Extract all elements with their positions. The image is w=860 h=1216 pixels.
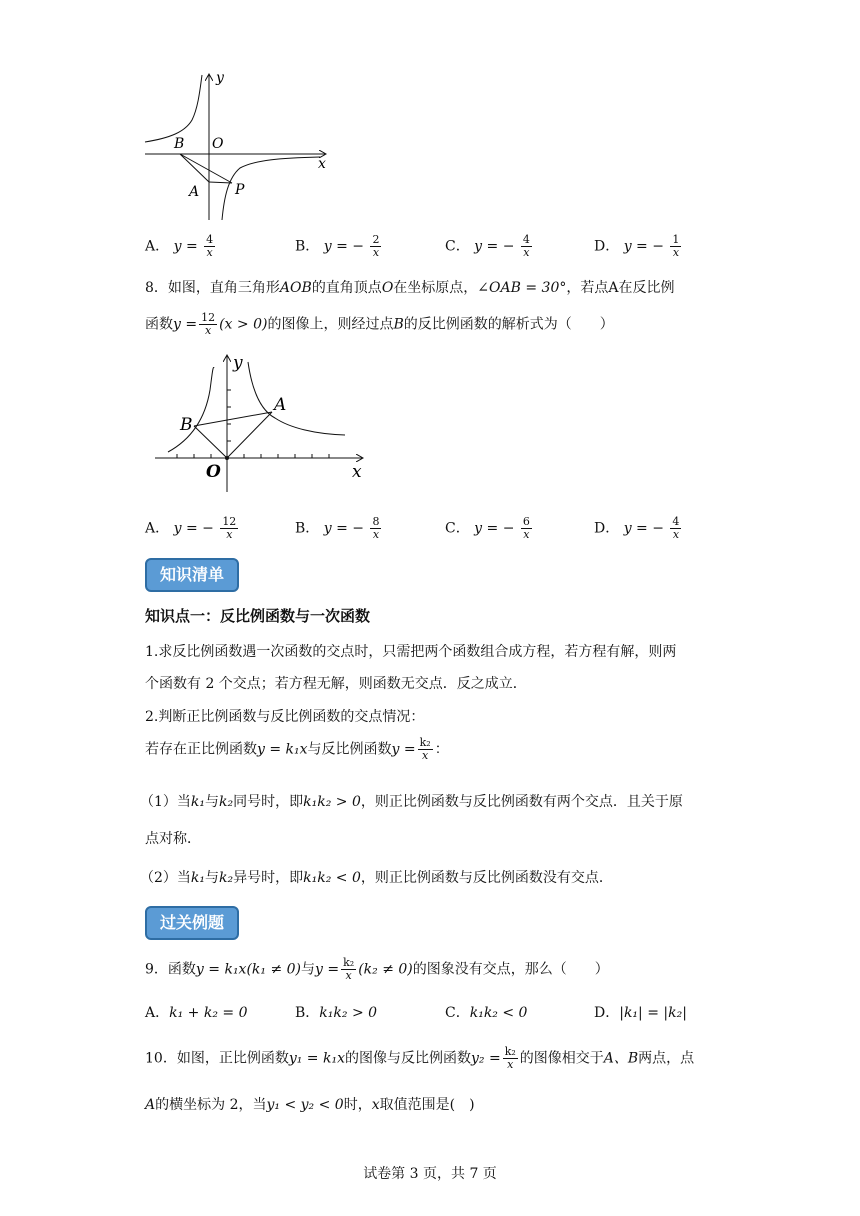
q7-label-x: x <box>318 156 326 172</box>
section-banner-knowledge: 知识清单 <box>145 558 239 592</box>
q7-option-b[interactable]: B． y = − $\frac{2}{x}$ <box>295 233 380 259</box>
q9-option-d[interactable]: D．|k₁| = |k₂| <box>594 1005 687 1021</box>
q10-line2: A的横坐标为 2，当y₁ < y₂ < 0时，x取值范围是( ) <box>145 1097 475 1113</box>
knowledge-p1-line1: 1.求反比例函数遇一次函数的交点时，只需把两个函数组合成方程，若方程有解，则两 <box>145 644 677 660</box>
q8-label-a: A <box>274 395 287 415</box>
q7-label-p: P <box>235 182 245 198</box>
knowledge-p2: 2.判断正比例函数与反比例函数的交点情况： <box>145 709 425 725</box>
q9-option-b[interactable]: B．k₁k₂ > 0 <box>295 1005 378 1021</box>
knowledge-p1-line2: 个函数有 2 个交点；若方程无解，则函数无交点．反之成立． <box>145 676 527 692</box>
q7-label-o: O <box>212 136 224 152</box>
section-banner-examples: 过关例题 <box>145 906 239 940</box>
q8-option-d[interactable]: D． y = − $\frac{4}{x}$ <box>594 515 680 541</box>
q8-graph <box>150 350 375 495</box>
q7-option-a[interactable]: A． y = $\frac{4}{x}$ <box>145 233 214 259</box>
q7-options <box>145 228 705 262</box>
q7-graph <box>140 70 340 225</box>
knowledge-p5: （2）当k₁与k₂异号时，即k₁k₂ < 0，则正比例函数与反比例函数没有交点． <box>140 870 613 886</box>
q8-option-c[interactable]: C． y = − $\frac{6}{x}$ <box>445 515 530 541</box>
q8-options <box>145 510 705 544</box>
q8-label-b: B <box>180 415 193 435</box>
q9-option-c[interactable]: C．k₁k₂ < 0 <box>445 1005 528 1021</box>
knowledge-p3: 若存在正比例函数y = k₁x与反比例函数y = $\frac{\text{k₂}}{x}$ ： <box>145 736 449 762</box>
q8-option-b[interactable]: B． y = − $\frac{8}{x}$ <box>295 515 380 541</box>
q9-stem: 9．函数y = k₁x(k₁ ≠ 0)与y = $\frac{\text{k₂}}{x}$ (k₂ ≠ 0)的图象没有交点，那么（ ） <box>145 956 609 982</box>
q8-label-o: O <box>206 462 221 482</box>
q8-line1: 8．如图，直角三角形AOB的直角顶点O在坐标原点，∠OAB = 30°，若点A在反比例 <box>145 280 675 296</box>
q7-label-y: y <box>216 70 224 86</box>
q9-option-a[interactable]: A．k₁ + k₂ = 0 <box>145 1005 248 1021</box>
page-footer: 试卷第 3 页，共 7 页 <box>363 1166 497 1182</box>
q8-label-y: y <box>233 353 243 373</box>
q10-line1: 10．如图，正比例函数y₁ = k₁x的图像与反比例函数y₂ = $\frac{\text{k₂}}{x}$ 的图像相交于A、B两点，点 <box>145 1045 695 1071</box>
q7-option-c[interactable]: C． y = − $\frac{4}{x}$ <box>445 233 530 259</box>
q7-label-a: A <box>189 184 200 200</box>
q8-curve-right <box>248 362 345 435</box>
q7-curve-left <box>145 75 202 142</box>
q7-label-b: B <box>174 136 185 152</box>
q8-label-x: x <box>352 462 362 482</box>
knowledge-heading: 知识点一：反比例函数与一次函数 <box>145 607 371 625</box>
q8-line2: 函数y = $\frac{12}{x}$ (x > 0)的图像上，则经过点B的反比例函数的解析式为（ ） <box>145 311 614 337</box>
q7-option-d[interactable]: D． y = − $\frac{1}{x}$ <box>594 233 680 259</box>
q8-option-a[interactable]: A． y = − $\frac{12}{x}$ <box>145 515 237 541</box>
knowledge-p4-line2: 点对称． <box>145 831 201 847</box>
knowledge-p4-line1: （1）当k₁与k₂同号时，即k₁k₂ > 0，则正比例函数与反比例函数有两个交点．且关于原 <box>140 794 683 810</box>
q9-options <box>145 1002 705 1036</box>
